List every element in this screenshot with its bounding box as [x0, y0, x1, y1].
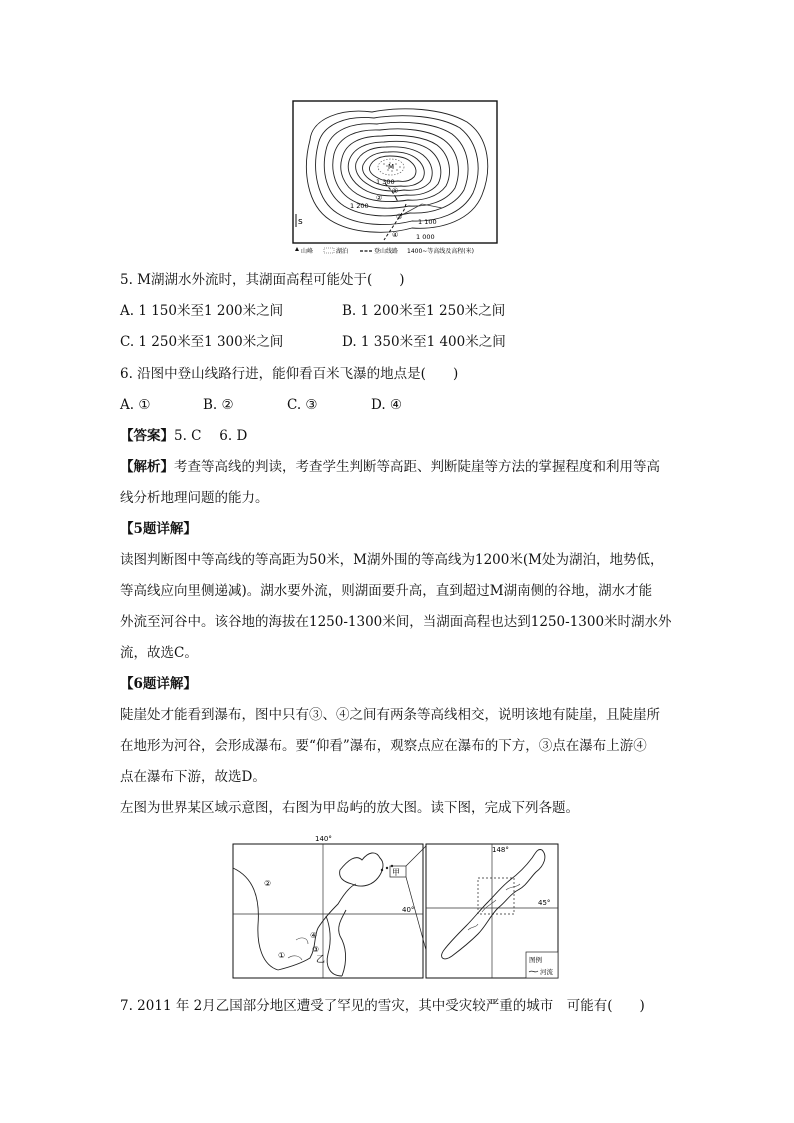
- contour-label-1000: 1 000: [416, 233, 435, 241]
- answer-line: [120, 426, 247, 446]
- question-6-option-b: B. ②: [203, 397, 234, 413]
- answer-label: 【答案】: [120, 428, 174, 444]
- lake-m-label: M: [388, 163, 395, 171]
- point-1-marker: ①: [392, 187, 399, 195]
- right-longitude-label: 148°: [492, 846, 509, 854]
- legend-river: 河流: [540, 968, 553, 976]
- point-2-marker: ②: [376, 194, 383, 202]
- question-5-detail-line: 流，故选C。: [120, 645, 198, 661]
- label-yi: 乙: [316, 955, 326, 965]
- region-map-svg: [230, 830, 560, 980]
- point-3-marker: ③: [396, 213, 403, 221]
- left-point-4-marker: ④: [310, 931, 318, 940]
- question-6-option-c: C. ③: [287, 397, 318, 413]
- question-5-option-d: D. 1 350米至1 400米之间: [342, 334, 506, 350]
- contour-label-1300: 1 300: [376, 178, 395, 186]
- answer-text: 5. C 6. D: [174, 428, 248, 444]
- question-6-detail-line: 点在瀑布下游，故选D。: [120, 769, 266, 785]
- left-longitude-label: 140°: [315, 835, 332, 843]
- analysis-line-1: [120, 457, 660, 477]
- question-6-stem: 6. 沿图中登山线路行进，能仰看百米飞瀑的地点是( ): [120, 366, 459, 382]
- analysis-text-1: 考查等高线的判读，考查学生判断等高距、判断陡崖等方法的掌握程度和利用等高: [174, 459, 660, 475]
- label-jia: 甲: [392, 868, 400, 877]
- analysis-label: 【解析】: [120, 459, 174, 475]
- left-point-1-marker: ①: [278, 951, 286, 960]
- contour-label-1100: 1 100: [418, 218, 437, 226]
- question-6-option-a: A. ①: [120, 397, 151, 413]
- left-point-2-marker: ②: [264, 879, 272, 888]
- question-5-option-a: A. 1 150米至1 200米之间: [120, 303, 284, 319]
- question-5-option-b: B. 1 200米至1 250米之间: [342, 303, 506, 319]
- legend-route: 登山线路: [374, 248, 399, 255]
- question-6-detail-line: 在地形为河谷，会形成瀑布。要“仰看”瀑布，观察点应在瀑布的下方，③点在瀑布上游④: [120, 738, 647, 754]
- question-6-detail-title: 【6题详解】: [120, 676, 197, 692]
- left-latitude-label: 40°: [402, 906, 415, 914]
- s-mark: s: [298, 217, 303, 227]
- region-map-figure: [230, 830, 560, 980]
- question-5-detail-line: 等高线应向里侧递减)。湖水要外流，则湖面要升高，直到超过M湖南侧的谷地，湖水才能: [120, 583, 653, 599]
- point-4-marker: ④: [392, 231, 399, 239]
- question-5-detail-title: 【5题详解】: [120, 521, 197, 537]
- question-5-detail-line: 外流至河谷中。该谷地的海拔在1250-1300米间，当湖面高程也达到1250-1300米时湖水外: [120, 614, 672, 630]
- legend-title: 图例: [529, 956, 542, 964]
- contour-label-1200: 1 200: [350, 202, 369, 210]
- lake-legend-icon: [324, 248, 334, 253]
- contour-map-svg: [292, 100, 504, 260]
- question-6-detail-line: 陡崖处才能看到瀑布，图中只有③、④之间有两条等高线相交，说明该地有陡崖，且陡崖所: [120, 707, 660, 723]
- question-5-detail-line: 读图判断图中等高线的等高距为50米，M湖外围的等高线为1200米(M处为湖泊，地势低，: [120, 552, 664, 568]
- legend-lake: 湖泊: [336, 248, 349, 255]
- question-7-stem: 7. 2011 年 2月乙国部分地区遭受了罕见的雪灾，其中受灾较严重的城市 可能有( ): [120, 998, 645, 1014]
- legend-contour: 1400~等高线及高程(米): [407, 248, 474, 255]
- contour-map-figure: [292, 100, 504, 260]
- left-point-3-marker: ③: [312, 945, 320, 954]
- legend-peak: 山峰: [301, 248, 314, 255]
- question-5-option-c: C. 1 250米至1 300米之间: [120, 334, 284, 350]
- peak-legend-icon: [295, 247, 299, 251]
- intro-text: 左图为世界某区域示意图，右图为甲岛屿的放大图。读下图，完成下列各题。: [120, 800, 579, 816]
- question-5-stem: 5. M湖湖水外流时，其湖面高程可能处于( ): [120, 272, 405, 288]
- analysis-line-2: 线分析地理问题的能力。: [120, 490, 269, 506]
- right-latitude-label: 45°: [538, 899, 551, 907]
- question-6-option-d: D. ④: [371, 397, 403, 413]
